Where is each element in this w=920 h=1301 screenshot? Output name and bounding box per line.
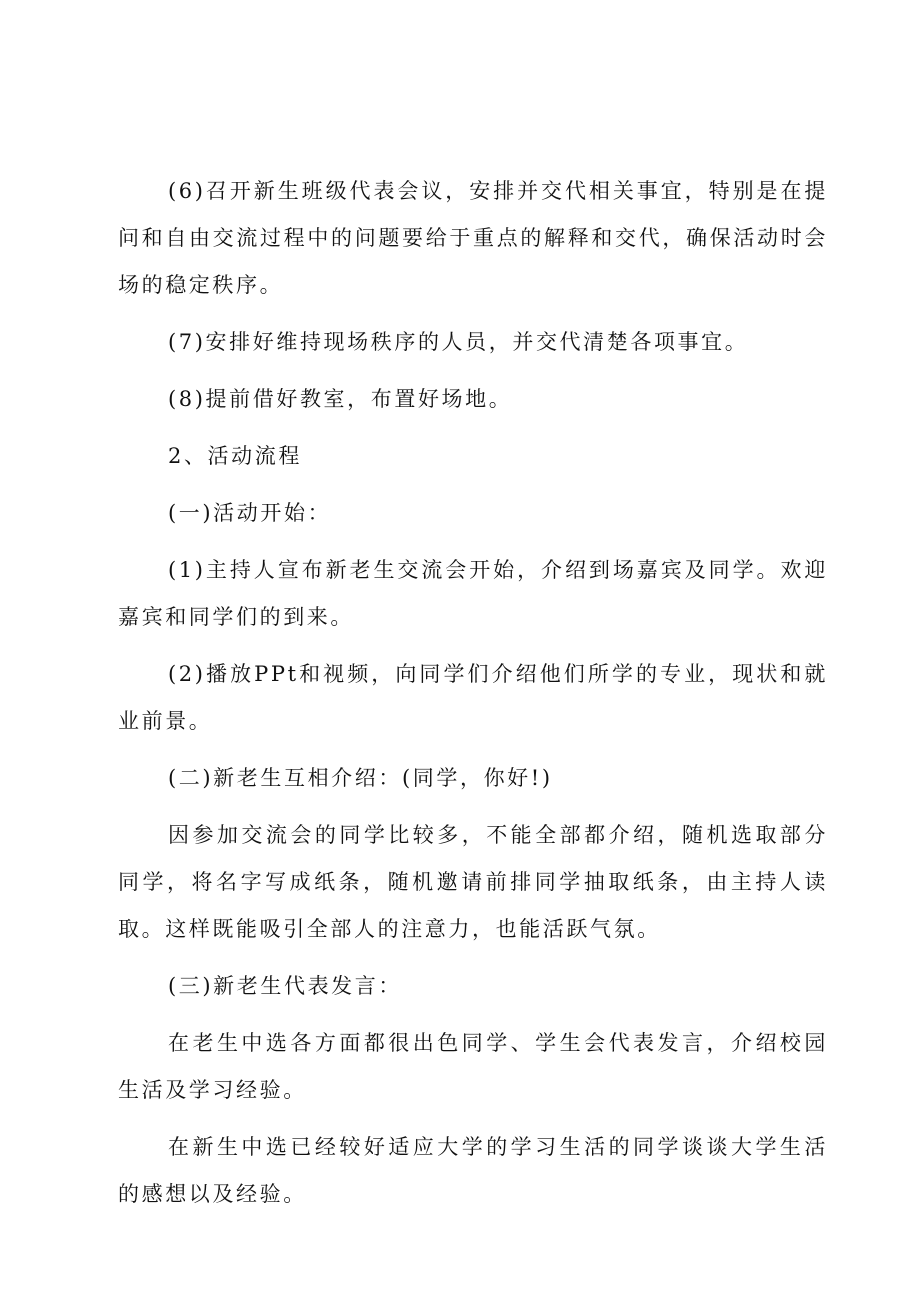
paragraph-item-7: (7)安排好维持现场秩序的人员，并交代清楚各项事宜。 <box>168 330 749 354</box>
paragraph-freshman-speech: 在新生中选已经较好适应大学的学习生活的同学谈谈大学生活的感想以及经验。 <box>118 1135 828 1206</box>
paragraph-item-8: (8)提前借好教室，布置好场地。 <box>168 387 513 411</box>
paragraph-host-announcement: (1)主持人宣布新老生交流会开始，介绍到场嘉宾及同学。欢迎嘉宾和同学们的到来。 <box>118 558 828 629</box>
paragraph-item-6: (6)召开新生班级代表会议，安排并交代相关事宜，特别是在提问和自由交流过程中的问题要给于重点的解释和交代，确保活动时会场的稳定秩序。 <box>118 179 828 297</box>
subheading-mutual-introduction: (二)新老生互相介绍：(同学，你好!) <box>168 766 553 790</box>
paragraph-random-selection: 因参加交流会的同学比较多，不能全部都介绍，随机选取部分同学，将名字写成纸条，随机邀请前排同学抽取纸条，由主持人读取。这样既能吸引全部人的注意力，也能活跃气氛。 <box>118 823 828 941</box>
section-heading-activity-flow: 2、活动流程 <box>168 444 302 468</box>
subheading-activity-start: (一)活动开始： <box>168 501 332 525</box>
subheading-representative-speech: (三)新老生代表发言： <box>168 974 402 998</box>
paragraph-ppt-video: (2)播放PPt和视频，向同学们介绍他们所学的专业，现状和就业前景。 <box>118 662 828 733</box>
document-body <box>118 168 828 1228</box>
paragraph-senior-speech: 在老生中选各方面都很出色同学、学生会代表发言，介绍校园生活及学习经验。 <box>118 1031 828 1102</box>
